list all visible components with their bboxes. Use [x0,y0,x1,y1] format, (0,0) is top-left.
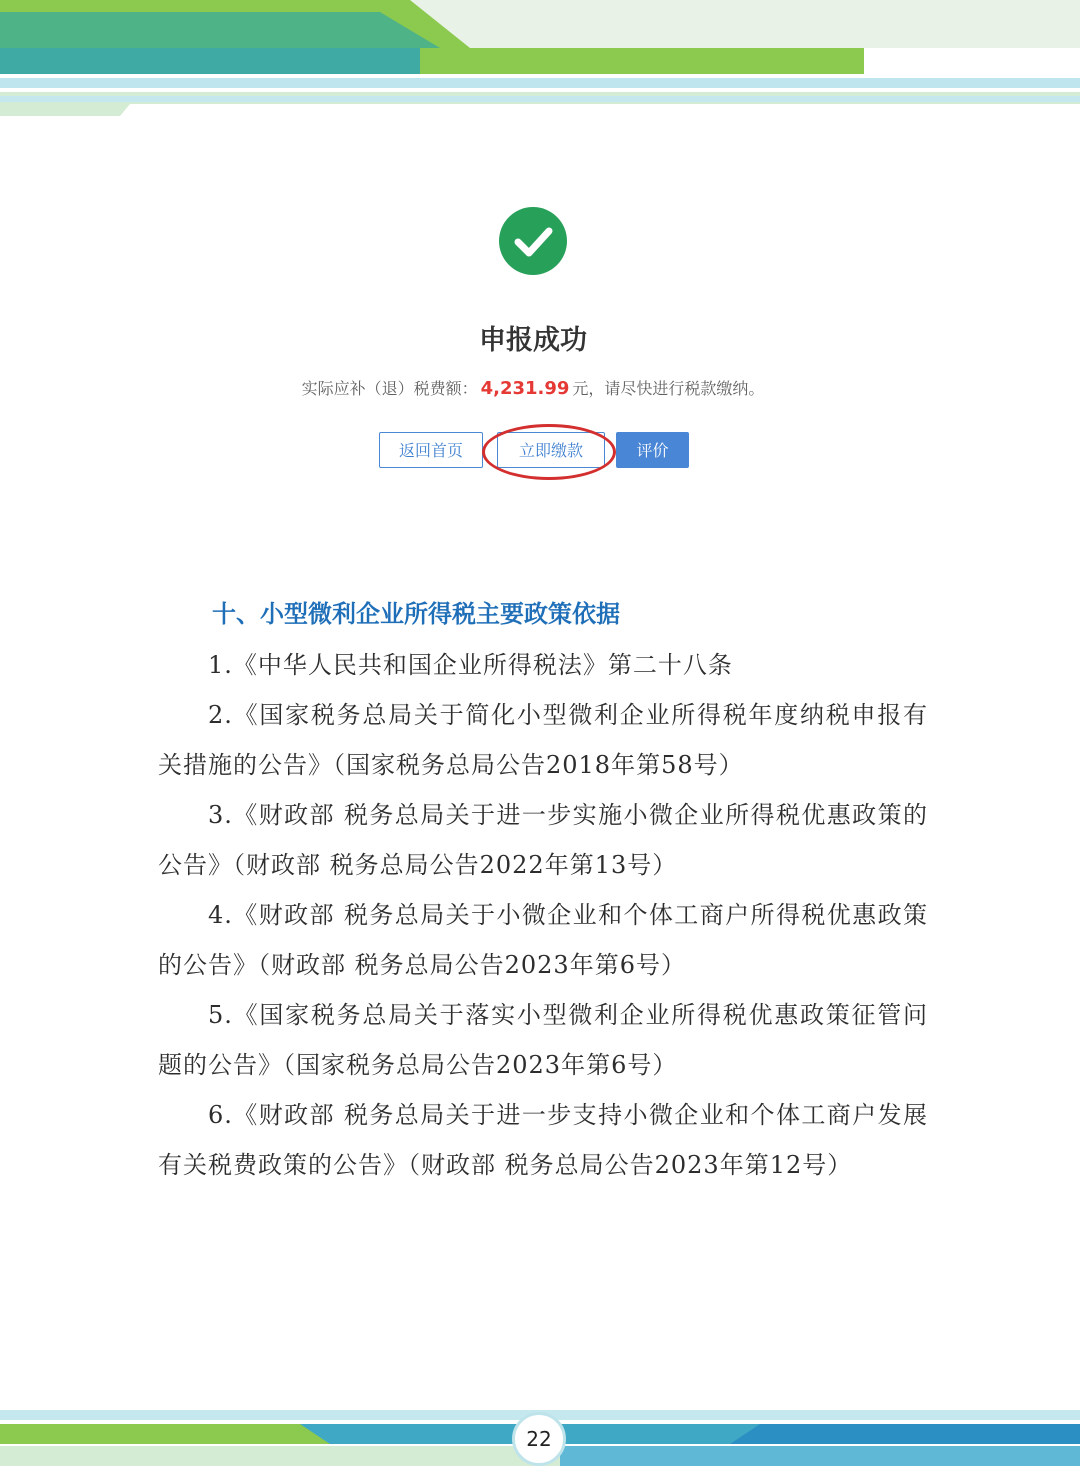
policy-basis-list [158,640,928,1190]
pay-now-button[interactable]: 立即缴款 [497,432,605,468]
policy-item: 2.《国家税务总局关于简化小型微利企业所得税年度纳税申报有关措施的公告》（国家税务总局公告2018年第58号） [158,701,928,779]
return-home-button[interactable]: 返回首页 [379,432,483,468]
success-check-icon [499,207,567,275]
policy-item: 5.《国家税务总局关于落实小型微利企业所得税优惠政策征管问题的公告》（国家税务总局公告2023年第6号） [158,1001,928,1079]
section-heading: 十、小型微利企业所得税主要政策依据 [212,600,620,628]
amount-suffix: 元，请尽快进行税款缴纳。 [572,379,765,398]
tax-amount-line [240,376,826,399]
policy-item: 4.《财政部 税务总局关于小微企业和个体工商户所得税优惠政策的公告》（财政部 税务总局公告2023年第6号） [158,901,928,979]
rate-button[interactable]: 评价 [616,432,689,468]
amount-prefix: 实际应补（退）税费额： [301,379,478,398]
top-decoration-band [0,0,1080,120]
policy-item: 3.《财政部 税务总局关于进一步实施小微企业所得税优惠政策的公告》（财政部 税务总局公告2022年第13号） [158,801,928,879]
tax-amount-value: 4,231.99 [480,378,570,399]
declaration-success-panel [240,200,840,500]
policy-item: 6.《财政部 税务总局关于进一步支持小微企业和个体工商户发展有关税费政策的公告》（财政部 税务总局公告2023年第12号） [158,1101,928,1179]
policy-item: 1.《中华人民共和国企业所得税法》第二十八条 [208,651,733,679]
success-title: 申报成功 [479,325,587,356]
page-number: 22 [512,1412,566,1466]
